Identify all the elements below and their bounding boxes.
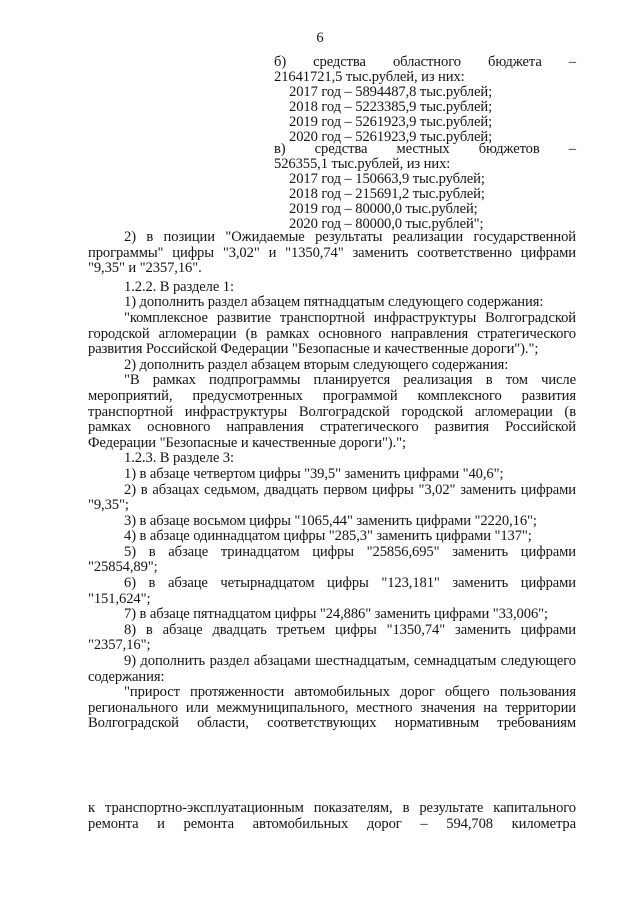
regional-budget-total: 21641721,5 тыс.рублей, из них:	[274, 69, 465, 85]
paragraph-item: 2) дополнить раздел абзацем вторым следующего содержания:	[124, 356, 509, 373]
document-body	[88, 230, 576, 732]
local-budget-word: средства	[314, 141, 368, 157]
continuation-text	[88, 801, 576, 832]
page-number: 6	[316, 30, 324, 46]
paragraph-item: 8) в абзаце двадцать третьем цифры "1350,74" заменить цифрами "2357,16";	[88, 621, 576, 654]
regional-budget-year: 2018 год – 5223385,9 тыс.рублей;	[289, 99, 493, 115]
local-budget-year: 2019 год – 80000,0 тыс.рублей;	[289, 201, 478, 217]
paragraph-item: 3) в абзаце восьмом цифры "1065,44" заменить цифрами "2220,16";	[124, 512, 537, 529]
regional-budget-year: 2019 год – 5261923,9 тыс.рублей;	[289, 114, 493, 130]
local-budget-block	[274, 142, 576, 232]
quoted-paragraph: "комплексное развитие транспортной инфраструктуры Волгоградской городской агломерации (в рамках основного направления стратегического развития Российской Федерации "Безопасные и качественные дороги").";	[88, 309, 576, 358]
paragraph-item: 1) дополнить раздел абзацем пятнадцатым следующего содержания:	[124, 294, 544, 311]
regional-budget-heading	[274, 55, 576, 70]
paragraph-item: 6) в абзаце четырнадцатом цифры "123,181" заменить цифрами "151,624";	[88, 575, 576, 607]
local-budget-word: местных	[396, 141, 450, 157]
local-budget-heading	[274, 142, 576, 157]
regional-budget-word: средства	[313, 54, 366, 70]
local-budget-year: 2020 год – 80000,0 тыс.рублей";	[289, 216, 484, 232]
paragraph-item: 1) в абзаце четвертом цифры "39,5" заменить цифрами "40,6";	[124, 465, 504, 482]
regional-budget-year: 2020 год – 5261923,9 тыс.рублей;	[289, 129, 493, 145]
regional-budget-dash: –	[568, 54, 576, 70]
local-budget-year: 2018 год – 215691,2 тыс.рублей;	[289, 186, 485, 202]
regional-budget-word: бюджета	[488, 54, 542, 70]
paragraph-item: 9) дополнить раздел абзацами шестнадцатым, семнадцатым следующего содержания:	[88, 653, 576, 685]
quoted-paragraph: "прирост протяженности автомобильных дорог общего пользования регионального или межмуниципального, местного значения на территории Волгоградской области, соответствующих нормативным требованиям	[88, 684, 576, 732]
regional-budget-letter: б)	[274, 54, 287, 70]
paragraph-results-change: 2) в позиции "Ожидаемые результаты реализации государственной программы" цифры "3,02" и "1350,74" заменить соответственно цифрами "9,35" и "2357,16".	[88, 229, 576, 277]
continuation-line: к транспортно-эксплуатационным показателям, в результате капитального	[88, 800, 576, 816]
local-budget-year: 2017 год – 150663,9 тыс.рублей;	[289, 171, 485, 187]
paragraph-item: 5) в абзаце тринадцатом цифры "25856,695" заменить цифрами "25854,89";	[88, 543, 576, 576]
paragraph-item: 7) в абзаце пятнадцатом цифры "24,886" заменить цифрами "33,006";	[124, 606, 548, 623]
regional-budget-block	[274, 55, 576, 145]
local-budget-letter: в)	[274, 141, 286, 157]
paragraph-item: 2) в абзацах седьмом, двадцать первом цифры "3,02" заменить цифрами "9,35";	[88, 481, 576, 514]
paragraph-item: 4) в абзаце одиннадцатом цифры "285,3" заменить цифрами "137";	[124, 528, 532, 545]
local-budget-word: бюджетов	[478, 141, 540, 157]
section-heading-1-2-3: 1.2.3. В разделе 3:	[124, 450, 234, 467]
regional-budget-year: 2017 год – 5894487,8 тыс.рублей;	[289, 84, 493, 100]
regional-budget-word: областного	[392, 54, 461, 70]
section-heading-1-2-2: 1.2.2. В разделе 1:	[124, 278, 234, 295]
continuation-line: ремонта и ремонта автомобильных дорог – 594,708 километра	[88, 815, 576, 832]
quoted-paragraph: "В рамках подпрограммы планируется реализация в том числе мероприятий, предусмотренных программой комплексного развития транспортной инфраструктуры Волгоградской городской агломерации (в рамках основного направления стратегического развития Российской Федерации "Безопасные и качественные дороги").";	[88, 372, 576, 451]
local-budget-total: 526355,1 тыс.рублей, из них:	[274, 156, 451, 172]
local-budget-dash: –	[568, 141, 576, 157]
